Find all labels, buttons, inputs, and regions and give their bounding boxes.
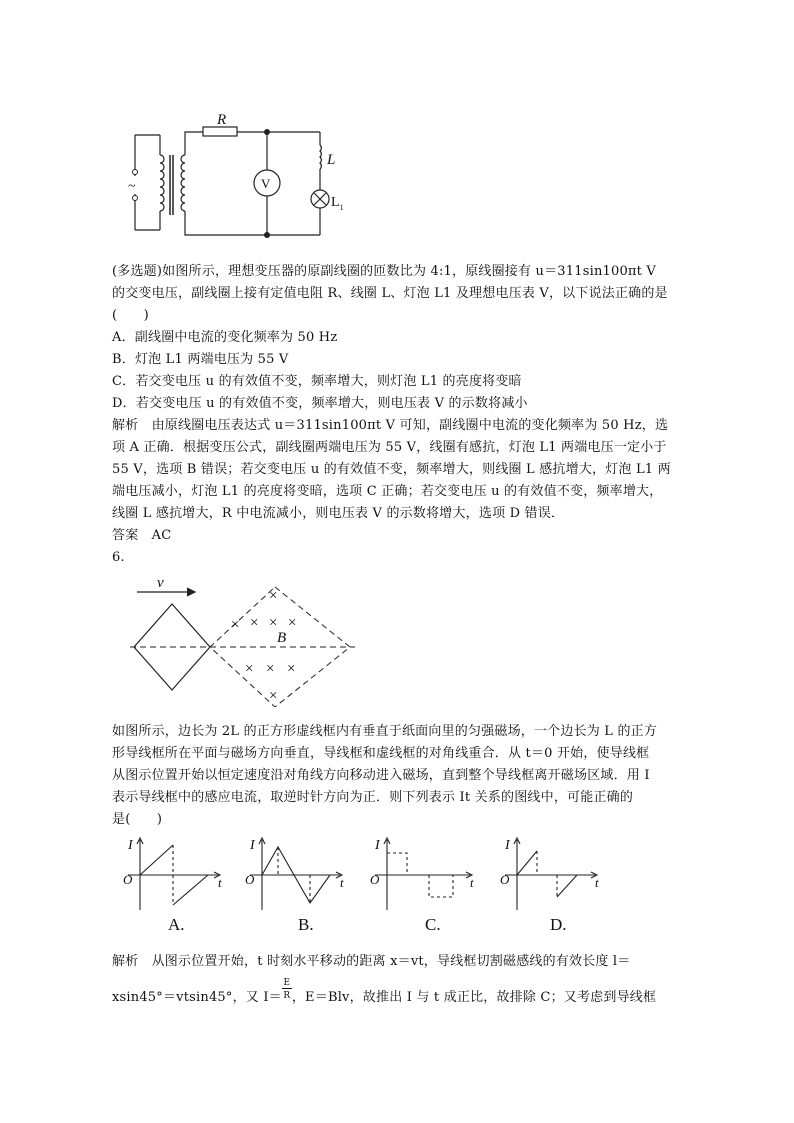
- q5-analysis-line: 解析 由原线圈电压表达式 u＝311sin100πt V 可知，副线圈中电流的变化频率为 50 Hz，选: [112, 418, 669, 433]
- q5-stem-line: (多选题)如图所示，理想变压器的原副线圈的匝数比为 4:1，原线圈接有 u＝311sin100πt V: [112, 264, 657, 279]
- q5-analysis-line: 55 V，选项 B 错误；若交变电压 u 的有效值不变，频率增大，则线圈 L 感抗增大，灯泡 L1 两: [112, 462, 671, 477]
- graph-a-origin: O: [123, 872, 133, 887]
- svg-text:×: ×: [269, 615, 278, 631]
- field-crosses: [231, 588, 296, 704]
- q5-stem-line: ( ): [112, 308, 149, 323]
- graph-d-x-label: t: [595, 875, 599, 890]
- svg-text:×: ×: [231, 617, 240, 633]
- graph-d-y-label: I: [505, 838, 510, 853]
- q6-stem-line: 从图示位置开始以恒定速度沿对角线方向移动进入磁场，直到整个导线框离开磁场区域．用 I: [112, 768, 650, 783]
- q5-option-b: B．灯泡 L1 两端电压为 55 V: [112, 352, 289, 367]
- q6-analysis-line2-a: xsin45°＝vtsin45°，又 I＝: [112, 990, 282, 1005]
- q6-stem-line: 如图所示，边长为 2L 的正方形虚线框内有垂直于纸面向里的匀强磁场，一个边长为 L 的正方: [112, 724, 658, 739]
- q6-analysis-line: 解析 从图示位置开始，t 时刻水平移动的距离 x＝vt，导线框切割磁感线的有效长度 l＝: [112, 954, 631, 969]
- q6-analysis-line2-b: ，E＝Blv，故推出 I 与 t 成正比，故排除 C；又考虑到导线框: [291, 990, 657, 1005]
- svg-text:×: ×: [245, 661, 254, 677]
- graph-d-caption: D.: [550, 915, 567, 934]
- inductor-label: L: [327, 152, 336, 168]
- graph-a-x-label: t: [218, 875, 222, 890]
- graph-c-caption: C.: [425, 915, 441, 934]
- lamp-label: $L_1$: [331, 195, 344, 212]
- velocity-label: v: [157, 575, 164, 591]
- q5-answer: 答案 AC: [112, 528, 172, 543]
- voltmeter-label: V: [261, 176, 271, 191]
- field-label: B: [277, 630, 287, 646]
- graph-d-origin: O: [500, 872, 510, 887]
- q6-stem-line: 是( ): [112, 812, 163, 827]
- resistor-label: R: [217, 112, 227, 128]
- svg-text:×: ×: [250, 615, 259, 631]
- graph-c-origin: O: [370, 872, 380, 887]
- graph-c-x-label: t: [470, 875, 474, 890]
- graph-b-origin: O: [245, 872, 255, 887]
- option-graph-a: [118, 835, 228, 935]
- q5-analysis-line: 端电压减小，灯泡 L1 的亮度将变暗，选项 C 正确；若交变电压 u 的有效值不变，频率增大，: [112, 484, 663, 499]
- q6-analysis-line: [112, 978, 657, 1008]
- fraction-denominator: R: [283, 991, 291, 1001]
- graph-a-y-label: I: [128, 838, 133, 853]
- option-graph-c: [365, 835, 480, 935]
- option-graph-d: [495, 835, 605, 935]
- q5-option-a: A．副线圈中电流的变化频率为 50 Hz: [112, 330, 338, 345]
- svg-text:×: ×: [288, 615, 297, 631]
- graph-b-x-label: t: [340, 875, 344, 890]
- graph-b-caption: B.: [298, 915, 314, 934]
- q6-number: 6.: [112, 550, 125, 565]
- option-graph-b: [240, 835, 350, 935]
- q6-stem-line: 形导线框所在平面与磁场方向垂直，导线框和虚线框的对角线重合．从 t＝0 开始，使导线框: [112, 746, 650, 761]
- magnetic-field-figure: [125, 572, 360, 707]
- svg-text:×: ×: [269, 688, 278, 704]
- svg-text:×: ×: [287, 661, 296, 677]
- q5-option-c: C．若交变电压 u 的有效值不变，频率增大，则灯泡 L1 的亮度将变暗: [112, 374, 522, 389]
- svg-text:×: ×: [266, 661, 275, 677]
- graph-c-y-label: I: [375, 838, 380, 853]
- graph-a-caption: A.: [168, 915, 185, 934]
- svg-text:×: ×: [269, 588, 278, 604]
- fraction: [282, 978, 292, 1008]
- fraction-numerator: E: [283, 978, 291, 988]
- q6-stem-line: 表示导线框中的感应电流，取逆时针方向为正．则下列表示 It 关系的图线中，可能正确的: [112, 790, 634, 805]
- q5-option-d: D．若交变电压 u 的有效值不变，频率增大，则电压表 V 的示数将减小: [112, 396, 528, 411]
- graph-b-y-label: I: [250, 838, 255, 853]
- transformer-circuit-figure: [115, 110, 350, 245]
- q5-analysis-line: 项 A 正确．根据变压公式，副线圈两端电压为 55 V，线圈有感抗，灯泡 L1 两端电压一定小于: [112, 440, 667, 455]
- q5-analysis-line: 线圈 L 感抗增大，R 中电流减小，则电压表 V 的示数将增大，选项 D 错误．: [112, 506, 565, 521]
- q5-stem-line: 的交变电压，副线圈上接有定值电阻 R、线圈 L、灯泡 L1 及理想电压表 V，以下说法正确的是: [112, 286, 668, 301]
- source-symbol: ~: [128, 179, 136, 194]
